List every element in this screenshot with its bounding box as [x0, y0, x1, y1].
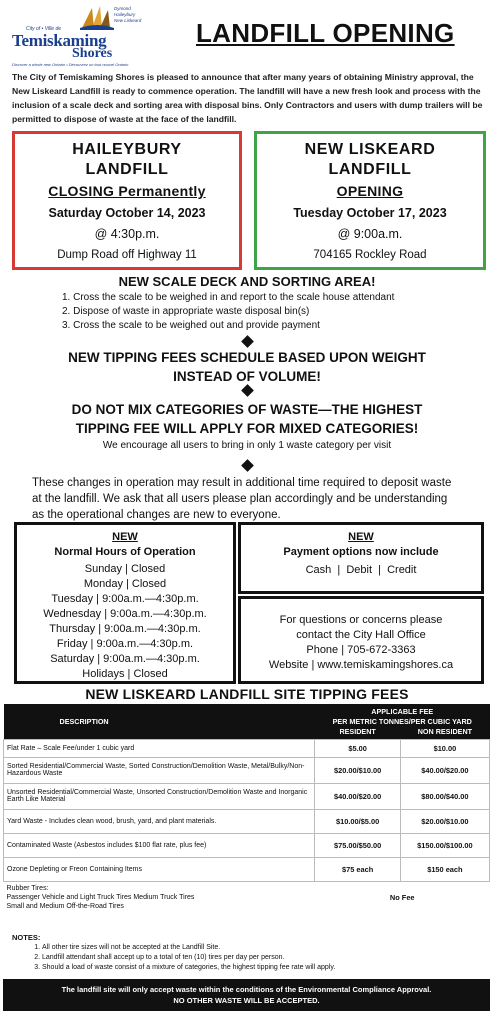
- fees-table: [3, 704, 490, 913]
- fee-description: Sorted Residential/Commercial Waste, Sorted Construction/Demolition Waste, Metal/Bulky/Non- Hazardous Waste: [4, 757, 315, 783]
- logo-town: Dymond: [114, 6, 131, 11]
- logo-name-line1: Temiskaming: [12, 31, 107, 50]
- logo-tagline: Discover a whole new Ontario • Découvrez un tout nouvel Ontario: [12, 62, 129, 67]
- list-item: 1. All other tire sizes will not be accepted at the Landfill Site.: [42, 943, 482, 953]
- diamond-divider-icon: [241, 335, 254, 348]
- scale-steps-list: [62, 291, 394, 333]
- page-title: LANDFILL OPENING: [196, 18, 455, 48]
- changes-paragraph: These changes in operation may result in additional time required to deposit waste at the landfill. We ask that all users please plan accordingly and be understanding as the operational changes are new to everyone.: [32, 477, 452, 521]
- footer-line2: NO OTHER WASTE WILL BE ACCEPTED.: [173, 996, 320, 1005]
- col-header-per: PER METRIC TONNES/PER CUBIC YARD: [315, 716, 490, 727]
- fee-non-resident: $20.00/$10.00: [400, 809, 489, 833]
- tipping-notice-line1: NEW TIPPING FEES SCHEDULE BASED UPON WEIGHT: [68, 350, 426, 365]
- mix-notice-sub: We encourage all users to bring in only 1 waste category per visit: [102, 440, 392, 451]
- footer-line1: The landfill site will only accept waste within the conditions of the Environmental Compliance Approval.: [61, 985, 432, 994]
- opening-name-line1: NEW LISKEARD: [304, 141, 436, 158]
- col-header-resident: RESIDENT: [315, 727, 400, 739]
- hours-line: Thursday | 9:00a.m.—4:30p.m.: [49, 623, 201, 635]
- logo-town: New Liskeard: [114, 18, 142, 23]
- closing-box: [12, 131, 242, 270]
- tires-description: [4, 881, 315, 913]
- notes-title: NOTES:: [12, 933, 41, 942]
- payment-new-label: NEW: [348, 531, 374, 543]
- fee-non-resident: $10.00: [400, 739, 489, 757]
- tires-line3: Small and Medium Off-the-Road Tires: [6, 902, 124, 910]
- closing-name-line1: HAILEYBURY: [72, 141, 182, 158]
- tires-line2: Passenger Vehicle and Light Truck Tires Medium Truck Tires: [6, 893, 195, 901]
- logo-name-line2: Shores: [72, 46, 113, 61]
- closing-name-line2: LANDFILL: [85, 161, 169, 178]
- contact-box: [238, 596, 484, 684]
- payment-options: Cash | Debit | Credit: [305, 564, 417, 576]
- table-row: [4, 757, 490, 783]
- hours-line: Friday | 9:00a.m.—4:30p.m.: [56, 638, 194, 650]
- table-row: [4, 783, 490, 809]
- hours-title: Normal Hours of Operation: [54, 546, 196, 558]
- col-header-description: DESCRIPTION: [4, 704, 315, 739]
- logo-towns: [114, 6, 141, 24]
- fee-description: Ozone Depleting or Freon Containing Items: [4, 857, 315, 881]
- fee-resident: $75.00/$50.00: [315, 833, 400, 857]
- tires-line1: Rubber Tires:: [6, 884, 49, 892]
- mix-notice-line1: DO NOT MIX CATEGORIES OF WASTE—THE HIGHEST: [71, 402, 423, 417]
- opening-status: OPENING: [336, 183, 404, 199]
- hours-line: Wednesday | 9:00a.m.—4:30p.m.: [43, 608, 207, 620]
- opening-location: 704165 Rockley Road: [313, 249, 427, 261]
- col-header-non-resident: NON RESIDENT: [400, 727, 489, 739]
- list-item: 2. Dispose of waste in appropriate waste disposal bin(s): [62, 306, 310, 317]
- hours-line: Sunday | Closed: [84, 563, 166, 575]
- contact-website: Website | www.temiskamingshores.ca: [268, 659, 454, 671]
- logo-town: Haileybury: [114, 12, 136, 17]
- fee-resident: $20.00/$10.00: [315, 757, 400, 783]
- fee-non-resident: $40.00/$20.00: [400, 757, 489, 783]
- hours-line: Monday | Closed: [83, 578, 167, 590]
- notes-section: [12, 933, 482, 973]
- fee-non-resident: $80.00/$40.00: [400, 783, 489, 809]
- fee-resident: $75 each: [315, 857, 400, 881]
- scale-section-title: NEW SCALE DECK AND SORTING AREA!: [118, 274, 376, 289]
- opening-date: Tuesday October 17, 2023: [293, 206, 447, 220]
- mix-notice-line2: TIPPING FEE WILL APPLY FOR MIXED CATEGORIES!: [75, 421, 419, 436]
- fee-description: Contaminated Waste (Asbestos includes $100 flat rate, plus fee): [4, 833, 315, 857]
- payment-box: [238, 522, 484, 594]
- hours-box: [14, 522, 236, 684]
- contact-line: For questions or concerns please: [279, 614, 443, 626]
- table-row: [4, 739, 490, 757]
- diamond-divider-icon: [241, 459, 254, 472]
- fee-description: Yard Waste - Includes clean wood, brush, yard, and plant materials.: [4, 809, 315, 833]
- hours-line: Tuesday | 9:00a.m.—4:30p.m.: [51, 593, 199, 605]
- closing-date: Saturday October 14, 2023: [48, 206, 206, 220]
- logo-mark-icon: [80, 4, 114, 30]
- fee-non-resident: $150.00/$100.00: [400, 833, 489, 857]
- list-item: 3. Should a load of waste consist of a mixture of categories, the highest tipping fee rate will apply.: [42, 963, 482, 973]
- opening-time: @ 9:00a.m.: [337, 227, 403, 241]
- table-row: [4, 833, 490, 857]
- table-row: [4, 857, 490, 881]
- closing-time: @ 4:30p.m.: [94, 227, 160, 241]
- hours-line: Holidays | Closed: [82, 668, 168, 680]
- list-item: 1. Cross the scale to be weighed in and report to the scale house attendant: [62, 292, 395, 303]
- hours-new-label: NEW: [112, 531, 138, 543]
- list-item: 2. Landfill attendant shall accept up to a total of ten (10) tires per day per person.: [42, 953, 482, 963]
- footer-banner: [3, 979, 490, 1011]
- hours-line: Saturday | 9:00a.m.—4:30p.m.: [50, 653, 200, 665]
- fee-description: Unsorted Residential/Commercial Waste, Unsorted Construction/Demolition Waste and Inorganic Earth Like Material: [4, 783, 315, 809]
- city-logo: [10, 2, 150, 66]
- fee-description: Flat Rate – Scale Fee/under 1 cubic yard: [4, 739, 315, 757]
- fee-non-resident: $150 each: [400, 857, 489, 881]
- payment-title: Payment options now include: [283, 546, 439, 558]
- tires-fee: No Fee: [389, 892, 415, 902]
- fee-resident: $40.00/$20.00: [315, 783, 400, 809]
- table-row: [4, 881, 490, 913]
- contact-phone: Phone | 705-672-3363: [306, 644, 416, 656]
- tipping-notice-line2: INSTEAD OF VOLUME!: [173, 369, 321, 384]
- mix-notice: [20, 400, 474, 438]
- diamond-divider-icon: [241, 384, 254, 397]
- table-row: [4, 809, 490, 833]
- closing-location: Dump Road off Highway 11: [57, 249, 197, 261]
- fee-resident: $5.00: [315, 739, 400, 757]
- opening-name-line2: LANDFILL: [328, 161, 412, 178]
- fee-resident: $10.00/$5.00: [315, 809, 400, 833]
- closing-status: CLOSING Permanently: [48, 183, 206, 199]
- list-item: 3. Cross the scale to be weighed out and provide payment: [62, 320, 320, 331]
- opening-box: [254, 131, 486, 270]
- intro-paragraph: The City of Temiskaming Shores is pleased to announce that after many years of obtaining Ministry approval, the New Liskeard Landfill is ready to commence operation. The landfill will have a new fresh look and process with the inclusion of a scale deck and sorting area with disposal bins. Only Contractors and users with dump trailers will be permitted to dispose of waste at the face of the landfill.: [12, 72, 483, 124]
- notes-list: [12, 943, 482, 973]
- tipping-notice: [20, 348, 474, 386]
- fees-title: NEW LISKEARD LANDFILL SITE TIPPING FEES: [85, 686, 409, 702]
- logo-city-line: City of • Ville de: [26, 26, 62, 32]
- contact-line: contact the City Hall Office: [296, 629, 426, 641]
- col-header-applicable: APPLICABLE FEE: [315, 704, 490, 716]
